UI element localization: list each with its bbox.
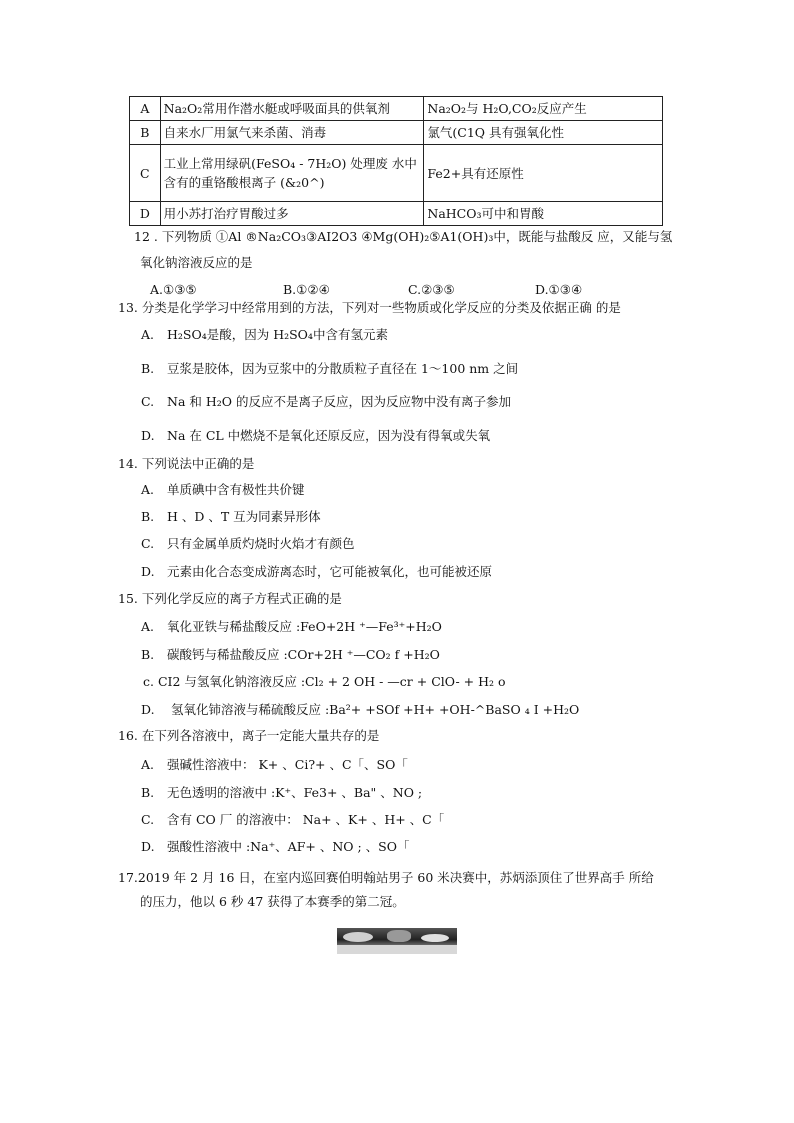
use-cell: 工业上常用绿矾(FeSO₄ - 7H₂O) 处理废 水中含有的重铬酸根离子 (&₂0^) (160, 145, 424, 202)
option-label: A. (141, 619, 155, 634)
reagent-use-table (129, 96, 663, 226)
option-text: 氢氧化铈溶液与稀硫酸反应 :Ba²+ +SOf +H+ +OH-^BaSO ₄ I +H₂O (167, 702, 580, 717)
reason-cell: 氯气(C1Q 具有强氧化性 (424, 121, 663, 145)
row-key: D (130, 202, 161, 226)
row-key: C (130, 145, 161, 202)
reason-cell: NaHCO₃可中和胃酸 (424, 202, 663, 226)
option-c (141, 811, 444, 829)
option-text: 含有 CO 厂 的溶液中： Na+ 、K+ 、H+ 、C「 (167, 812, 445, 827)
table-row (130, 145, 663, 202)
option-b (141, 360, 518, 378)
race-photo (337, 928, 457, 954)
option-b (141, 508, 321, 526)
question-17-stem: 17.2019 年 2 月 16 日，在室内巡回赛伯明翰站男子 60 米决赛中，苏炳添顶住了世界高手 所给 (118, 870, 654, 885)
option-c (141, 535, 355, 553)
option-text: 氧化亚铁与稀盐酸反应 :FeO+2H ⁺—Fe³⁺+H₂O (167, 619, 442, 634)
question-15-stem: 15. 下列化学反应的离子方程式正确的是 (118, 591, 342, 606)
row-key: B (130, 121, 161, 145)
option-text: Na 在 CL 中燃烧不是氧化还原反应，因为没有得氧或失氧 (167, 428, 491, 443)
option-c (143, 673, 506, 691)
option-a (141, 326, 388, 344)
question-13-stem: 13. 分类是化学学习中经常用到的方法，下列对一些物质或化学反应的分类及依据正确 的是 (118, 300, 621, 315)
row-key: A (130, 97, 161, 121)
option-label: B. (141, 361, 155, 376)
reason-cell: Fe2+具有还原性 (424, 145, 663, 202)
option-a (141, 481, 305, 499)
option-d (141, 427, 490, 445)
use-cell: Na₂O₂常用作潜水艇或呼吸面具的供氧剂 (160, 97, 424, 121)
table-row (130, 121, 663, 145)
option-c: C.②③⑤ (408, 282, 455, 297)
option-text: 强酸性溶液中 :Na⁺、AF+ 、NO ; 、SO「 (167, 839, 410, 854)
option-text: 无色透明的溶液中 :K⁺、Fe3+ 、Ba" 、NO ; (167, 785, 423, 800)
option-label: A. (141, 327, 155, 342)
question-14-stem: 14. 下列说法中正确的是 (118, 456, 255, 471)
option-d (141, 563, 492, 581)
option-label: C. (141, 536, 155, 551)
option-b: B.①②④ (283, 282, 330, 297)
use-cell: 自来水厂用氯气来杀菌、消毒 (160, 121, 424, 145)
option-text: H₂SO₄是酸，因为 H₂SO₄中含有氢元素 (167, 327, 388, 342)
option-text: 强碱性溶液中： K+ 、Ci?+ 、C「、SO「 (167, 757, 408, 772)
option-text: 单质碘中含有极性共价键 (167, 482, 305, 497)
option-text: c. CI2 与氢氧化钠溶液反应 :Cl₂ + 2 OH - —cr + ClO- + H₂ o (143, 674, 506, 689)
reason-cell: Na₂O₂与 H₂O,CO₂反应产生 (424, 97, 663, 121)
question-12-stem-cont: 氧化钠溶液反应的是 (140, 255, 253, 270)
option-label: B. (141, 509, 155, 524)
option-text: Na 和 H₂O 的反应不是离子反应，因为反应物中没有离子参加 (167, 394, 511, 409)
option-label: A. (141, 482, 155, 497)
option-a (141, 756, 408, 774)
option-label: D. (141, 702, 155, 717)
option-label: B. (141, 647, 155, 662)
option-label: A. (141, 757, 155, 772)
table-row (130, 97, 663, 121)
option-a (141, 618, 442, 636)
option-label: D. (141, 428, 155, 443)
option-label: B. (141, 785, 155, 800)
question-17-stem-cont: 的压力，他以 6 秒 47 获得了本赛季的第二冠。 (140, 894, 405, 909)
option-b (141, 784, 422, 802)
table-row (130, 202, 663, 226)
option-b (141, 646, 440, 664)
option-text: 豆浆是胶体，因为豆浆中的分散质粒子直径在 1～100 nm 之间 (167, 361, 519, 376)
use-cell: 用小苏打治疗胃酸过多 (160, 202, 424, 226)
option-label: D. (141, 564, 155, 579)
option-a: A.①③⑤ (150, 282, 197, 297)
option-d (141, 701, 579, 719)
question-12-stem: 12 . 下列物质 ①Al ®Na₂CO₃③AI2O3 ④Mg(OH)₂⑤A1(OH)₃中，既能与盐酸反 应，又能与氢 (134, 229, 673, 244)
option-label: C. (141, 394, 155, 409)
option-c (141, 393, 511, 411)
question-16-stem: 16. 在下列各溶液中，离子一定能大量共存的是 (118, 728, 380, 743)
option-label: C. (141, 812, 155, 827)
option-text: 碳酸钙与稀盐酸反应 :COr+2H ⁺—CO₂ f +H₂O (167, 647, 440, 662)
option-text: 只有金属单质灼烧时火焰才有颜色 (167, 536, 355, 551)
option-text: H 、D 、T 互为同素异形体 (167, 509, 321, 524)
option-d: D.①③④ (535, 282, 583, 297)
option-text: 元素由化合态变成游离态时，它可能被氧化，也可能被还原 (167, 564, 493, 579)
question-12-options (150, 282, 610, 300)
option-d (141, 838, 409, 856)
option-label: D. (141, 839, 155, 854)
